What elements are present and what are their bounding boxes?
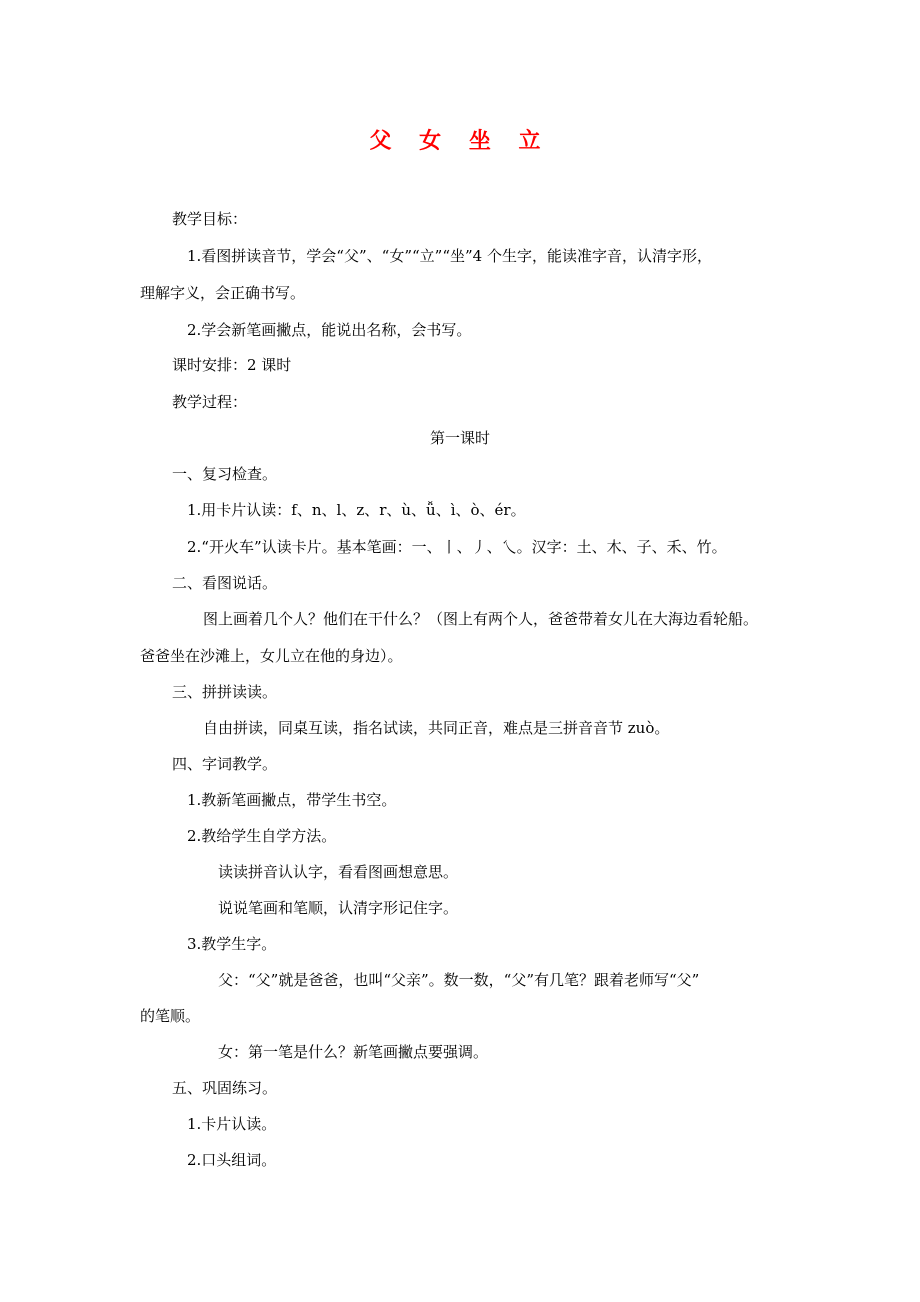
- part-2-paragraph-continued: 爸爸坐在沙滩上，女儿立在他的身边）。: [140, 647, 403, 665]
- document-title: 父 女 坐 立: [369, 128, 551, 154]
- character-fu-paragraph: 父：“父”就是爸爸，也叫“父亲”。数一数，“父”有几笔？跟着老师写“父”: [218, 971, 700, 989]
- part-2-paragraph: 图上画着几个人？他们在干什么？（图上有两个人，爸爸带着女儿在大海边看轮船。: [203, 610, 759, 628]
- objective-1-continued: 理解字义，会正确书写。: [140, 284, 306, 302]
- lesson-schedule: 课时安排：2 课时: [172, 356, 292, 374]
- objective-2: 2.学会新笔画撇点，能说出名称，会书写。: [187, 321, 472, 339]
- character-fu-paragraph-continued: 的笔顺。: [140, 1007, 201, 1025]
- rhyme-line-1: 读读拼音认认字，看看图画想意思。: [218, 863, 459, 881]
- character-nv-paragraph: 女：第一笔是什么？新笔画撇点要强调。: [218, 1043, 489, 1061]
- section-heading-objectives: 教学目标：: [172, 210, 248, 228]
- part-5-heading: 五、巩固练习。: [172, 1079, 278, 1097]
- rhyme-line-2: 说说笔画和笔顺，认清字形记住字。: [218, 899, 459, 917]
- part-4-item-1: 1.教新笔画撇点，带学生书空。: [187, 791, 397, 809]
- part-1-item-1: 1.用卡片认读：f、n、l、z、r、ù、ǚ、ì、ò、ér。: [187, 501, 526, 519]
- part-4-item-3: 3.教学生字。: [187, 935, 277, 953]
- lesson-heading-first: 第一课时: [429, 429, 490, 447]
- part-1-heading: 一、复习检查。: [172, 465, 278, 483]
- section-heading-process: 教学过程：: [172, 393, 248, 411]
- part-5-item-2: 2.口头组词。: [187, 1151, 277, 1169]
- part-2-heading: 二、看图说话。: [172, 574, 278, 592]
- part-1-item-2: 2.“开火车”认读卡片。基本笔画：一、丨、丿、乀。汉字：土、木、子、禾、竹。: [187, 538, 727, 556]
- part-5-item-1: 1.卡片认读。: [187, 1115, 277, 1133]
- part-4-item-2: 2.教给学生自学方法。: [187, 827, 337, 845]
- part-3-paragraph: 自由拼读，同桌互读，指名试读，共同正音，难点是三拼音音节 zuò。: [203, 719, 670, 737]
- part-3-heading: 三、拼拼读读。: [172, 683, 278, 701]
- part-4-heading: 四、字词教学。: [172, 755, 278, 773]
- objective-1: 1.看图拼读音节，学会“父”、“女”“立”“坐”4 个生字，能读准字音，认清字形，: [187, 247, 712, 265]
